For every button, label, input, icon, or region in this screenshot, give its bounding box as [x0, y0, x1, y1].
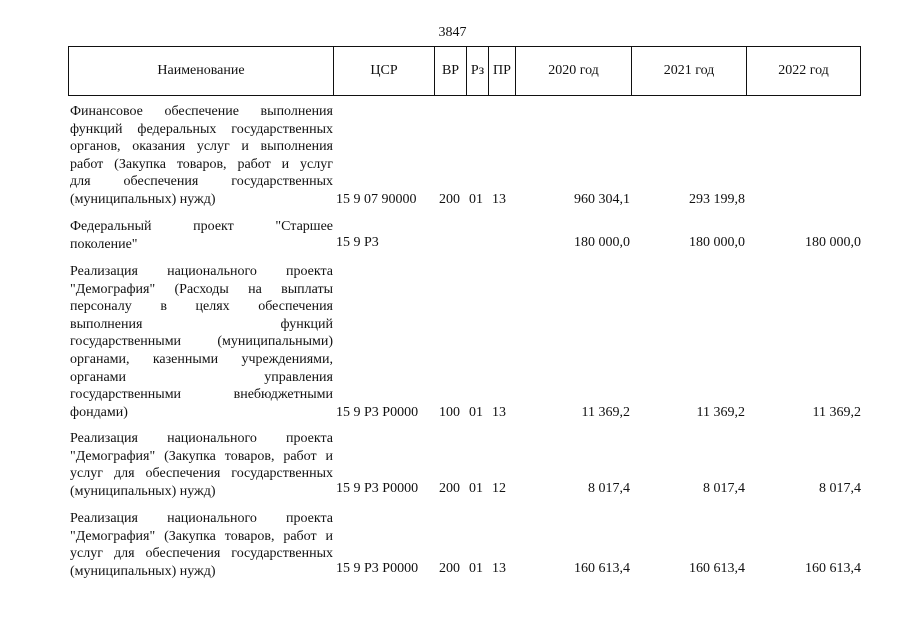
row-2021: 180 000,0: [689, 235, 745, 250]
name-line: органами, казенными учреждениями,: [70, 351, 333, 367]
name-line: (муниципальных) нужд): [70, 563, 216, 579]
row-name: [70, 263, 333, 421]
row-2021: 293 199,8: [689, 192, 745, 207]
row-2021: 8 017,4: [703, 481, 745, 496]
row-csr: 15 9 Р3 Р0000: [336, 405, 419, 420]
row-2020: 8 017,4: [588, 481, 630, 496]
row-2022: 8 017,4: [819, 481, 861, 496]
row-rz: 01: [469, 192, 483, 207]
row-2022: 11 369,2: [812, 405, 861, 420]
name-line: Реализация национального проекта: [70, 264, 333, 279]
name-line: услуг для обеспечения государственных: [70, 466, 333, 482]
row-2020: 11 369,2: [581, 405, 630, 420]
name-line: органами управления: [70, 369, 333, 385]
row-csr: 15 9 07 90000: [336, 192, 417, 207]
header-name: Наименование: [69, 47, 334, 95]
row-2020: 160 613,4: [574, 561, 630, 576]
name-line: выполнения функций: [70, 316, 333, 332]
row-name: [70, 218, 333, 253]
name-line: Реализация национального проекта: [70, 431, 333, 446]
row-vr: 100: [439, 405, 460, 420]
table-header: [68, 46, 861, 96]
header-csr: ЦСР: [334, 47, 435, 95]
name-line: "Демография" (Расходы на выплаты: [70, 281, 333, 297]
row-name: [70, 103, 333, 209]
name-line: Реализация национального проекта: [70, 511, 333, 526]
header-2020: 2020 год: [516, 47, 632, 95]
row-csr: 15 9 Р3 Р0000: [336, 561, 419, 576]
row-vr: 200: [439, 192, 460, 207]
row-pr: 13: [492, 561, 506, 576]
row-2020: 180 000,0: [574, 235, 630, 250]
name-line: (муниципальных) нужд): [70, 483, 216, 499]
name-line: Федеральный проект "Старшее: [70, 219, 333, 234]
name-line: государственными внебюджетными: [70, 387, 333, 403]
row-2021: 11 369,2: [696, 405, 745, 420]
row-pr: 12: [492, 481, 506, 496]
row-rz: 01: [469, 405, 483, 420]
row-2022: 160 613,4: [805, 561, 861, 576]
row-name: [70, 430, 333, 500]
header-vr: ВР: [435, 47, 467, 95]
name-line: услуг для обеспечения государственных: [70, 546, 333, 562]
row-vr: 200: [439, 481, 460, 496]
header-2022: 2022 год: [778, 63, 829, 78]
name-line: работ (Закупка товаров, работ и услуг: [70, 156, 333, 172]
name-line: "Демография" (Закупка товаров, работ и: [70, 528, 333, 544]
row-rz: 01: [469, 481, 483, 496]
header-pr: ПР: [489, 47, 516, 95]
name-line: (муниципальных) нужд): [70, 191, 216, 207]
name-line: персоналу в целях обеспечения: [70, 299, 333, 315]
name-line: поколение": [70, 236, 138, 252]
name-line: фондами): [70, 404, 128, 420]
row-pr: 13: [492, 405, 506, 420]
name-line: органов, оказания услуг и выполнения: [70, 139, 333, 155]
row-csr: 15 9 Р3 Р0000: [336, 481, 419, 496]
row-pr: 13: [492, 192, 506, 207]
name-line: Финансовое обеспечение выполнения: [70, 104, 333, 119]
header-2021: 2021 год: [632, 47, 747, 95]
row-name: [70, 510, 333, 580]
page-number: 3847: [438, 25, 467, 40]
row-2021: 160 613,4: [689, 561, 745, 576]
name-line: функций федеральных государственных: [70, 121, 333, 137]
row-vr: 200: [439, 561, 460, 576]
name-line: для обеспечения государственных: [70, 174, 333, 190]
row-csr: 15 9 Р3: [336, 235, 379, 250]
name-line: "Демография" (Закупка товаров, работ и: [70, 448, 333, 464]
name-line: государственными (муниципальными): [70, 334, 333, 350]
header-rz: Рз: [467, 47, 489, 95]
row-2022: 180 000,0: [805, 235, 861, 250]
row-rz: 01: [469, 561, 483, 576]
row-2020: 960 304,1: [574, 192, 630, 207]
